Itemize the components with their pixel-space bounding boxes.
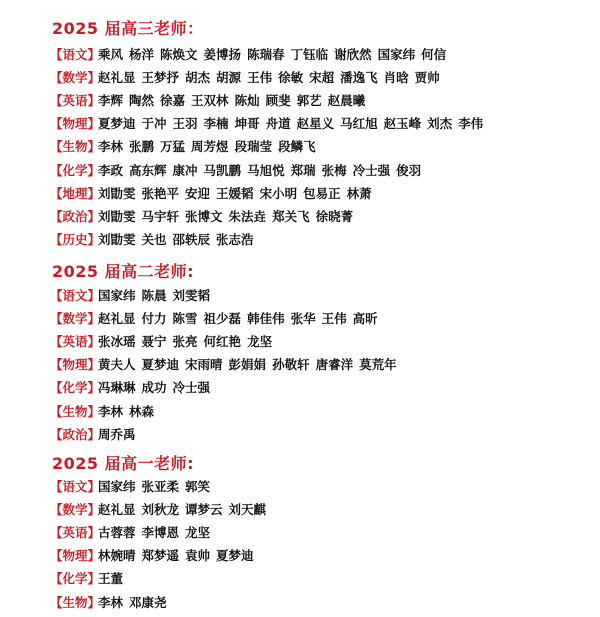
teacher-name: 宋小明	[259, 185, 298, 201]
teacher-name: 段鳞飞	[278, 139, 316, 155]
teacher-name: 郑瑞	[290, 162, 316, 178]
teacher-name: 朱法垚	[228, 208, 267, 224]
teacher-name: 王双林	[191, 93, 229, 109]
teacher-name: 唐睿洋	[315, 357, 354, 373]
teacher-name: 李政	[98, 162, 124, 178]
teacher-name: 孙敬轩	[272, 357, 310, 373]
teacher-name: 张艳平	[141, 185, 180, 201]
teacher-name: 赵礼显	[98, 70, 136, 86]
subject-row	[50, 206, 359, 226]
teacher-name: 刘杰	[427, 116, 453, 132]
teacher-name: 徐敏	[278, 70, 304, 86]
teacher-name: 张华	[290, 311, 316, 327]
teacher-name: 祖少磊	[203, 311, 242, 327]
teacher-name: 马红旭	[340, 116, 378, 132]
teacher-names	[98, 477, 216, 495]
subject-row	[50, 592, 173, 612]
subject-row	[50, 136, 322, 156]
teacher-name: 谭梦云	[185, 502, 223, 518]
teacher-name: 郭笑	[185, 479, 211, 494]
teacher-name: 龙坚	[247, 334, 273, 350]
subject-label: 【历史】	[50, 231, 101, 247]
teacher-name: 刘勖雯	[98, 231, 136, 247]
teacher-name: 冯琳琳	[98, 380, 136, 396]
subject-label: 【物理】	[50, 116, 101, 132]
teacher-name: 何信	[421, 47, 447, 62]
teacher-name: 李林	[98, 594, 124, 610]
teacher-name: 胡源	[216, 70, 242, 86]
teacher-name: 袁帅	[185, 548, 211, 564]
teacher-name: 付力	[141, 311, 167, 327]
teacher-name: 刘天麒	[228, 502, 267, 518]
teacher-name: 冷士强	[172, 380, 211, 396]
subject-label: 【数学】	[50, 502, 101, 518]
subject-row	[50, 183, 378, 203]
teacher-names	[98, 286, 216, 304]
subject-row	[50, 67, 446, 87]
teacher-names	[98, 500, 272, 518]
subject-label: 【生物】	[50, 403, 101, 419]
teacher-names	[98, 523, 216, 541]
subject-row	[50, 285, 216, 305]
subject-label: 【物理】	[50, 548, 101, 564]
teacher-name: 刘勖雯	[98, 185, 136, 201]
teacher-names	[98, 546, 260, 564]
teacher-names	[98, 593, 173, 611]
teacher-name: 坤哥	[234, 116, 260, 132]
subject-label: 【语文】	[50, 288, 101, 303]
teacher-name: 夏梦迪	[216, 548, 254, 564]
teacher-names	[98, 355, 403, 373]
subject-row	[50, 160, 427, 180]
teacher-name: 郑梦遥	[141, 548, 180, 564]
teacher-name: 陈灿	[234, 93, 260, 109]
teacher-name: 赵礼显	[98, 311, 136, 327]
teacher-name: 王梦抒	[141, 70, 180, 86]
teacher-name: 宋雨晴	[185, 357, 223, 373]
subject-row	[50, 44, 452, 64]
teacher-name: 宋超	[309, 70, 335, 86]
teacher-name: 国家纬	[98, 479, 136, 494]
teacher-name: 夏梦迪	[141, 357, 180, 373]
teacher-names	[98, 425, 142, 443]
subject-row	[50, 308, 384, 328]
subject-row	[50, 90, 371, 110]
subject-row	[50, 377, 216, 397]
teacher-name: 徐嘉	[160, 93, 186, 109]
teacher-name: 张鹏	[129, 139, 155, 155]
teacher-name: 陈瑞春	[247, 47, 285, 62]
subject-label: 【生物】	[50, 139, 101, 155]
subject-label: 【化学】	[50, 162, 101, 178]
subject-row	[50, 522, 216, 542]
teacher-name: 陶然	[129, 93, 155, 109]
teacher-name: 夏梦迪	[98, 116, 136, 132]
teacher-name: 黄夫人	[98, 357, 136, 373]
teacher-name: 王羽	[172, 116, 198, 132]
teacher-name: 陈焕文	[160, 47, 198, 62]
subject-label: 【地理】	[50, 185, 101, 201]
teacher-name: 张冰瑶	[98, 334, 136, 350]
teacher-names	[98, 378, 216, 396]
teacher-name: 王伟	[321, 311, 347, 327]
teacher-name: 成功	[141, 380, 167, 396]
subject-label: 【政治】	[50, 208, 101, 224]
teacher-name: 安迎	[185, 185, 211, 201]
teacher-name: 冷士强	[352, 162, 391, 178]
teacher-name: 乘风	[98, 47, 124, 62]
teacher-names	[98, 137, 322, 155]
teacher-name: 张亚柔	[141, 479, 180, 494]
subject-label: 【数学】	[50, 311, 101, 327]
subject-row	[50, 499, 272, 519]
teacher-name: 国家纬	[98, 288, 136, 303]
teacher-names	[98, 161, 427, 179]
teacher-name: 顾斐	[265, 93, 291, 109]
teacher-names	[98, 332, 278, 350]
subject-row	[50, 331, 278, 351]
teacher-name: 王伟	[247, 70, 273, 86]
teacher-name: 王董	[98, 571, 124, 587]
teacher-name: 古蓉蓉	[98, 525, 136, 541]
teacher-name: 徐晓菁	[315, 208, 354, 224]
teacher-name: 关也	[141, 231, 167, 247]
teacher-name: 贾帅	[414, 70, 440, 86]
teacher-name: 舟道	[265, 116, 291, 132]
teacher-name: 李伟	[458, 116, 484, 132]
teacher-name: 李博恩	[141, 525, 180, 541]
teacher-names	[98, 68, 446, 86]
teacher-name: 林婉晴	[98, 548, 136, 564]
teacher-name: 段瑞莹	[234, 139, 273, 155]
teacher-name: 李林	[98, 403, 124, 419]
teacher-name: 何红艳	[203, 334, 242, 350]
subject-row	[50, 545, 260, 565]
teacher-name: 刘秋龙	[141, 502, 180, 518]
teacher-name: 聂宁	[141, 334, 167, 350]
teacher-name: 刘勖雯	[98, 208, 136, 224]
teacher-name: 张亮	[172, 334, 198, 350]
teacher-name: 马凯鹏	[203, 162, 242, 178]
teacher-name: 赵星义	[296, 116, 335, 132]
teacher-name: 陈雪	[172, 311, 198, 327]
teacher-name: 莫荒年	[359, 357, 397, 373]
teacher-names	[98, 114, 489, 132]
teacher-name: 康冲	[172, 162, 198, 178]
teacher-names	[98, 45, 452, 63]
teacher-name: 王媛韬	[216, 185, 254, 201]
teacher-name: 林萧	[346, 185, 372, 201]
section-heading: 2025 届高三老师：	[52, 19, 204, 38]
teacher-name: 韩佳伟	[247, 311, 285, 327]
subject-label: 【英语】	[50, 525, 101, 541]
teacher-names	[98, 402, 160, 420]
teacher-names	[98, 184, 378, 202]
teacher-name: 俊羽	[396, 162, 422, 178]
subject-label: 【语文】	[50, 47, 101, 62]
subject-label: 【英语】	[50, 93, 101, 109]
subject-row	[50, 424, 142, 444]
subject-label: 【生物】	[50, 594, 101, 610]
subject-row	[50, 401, 160, 421]
teacher-name: 马宇轩	[141, 208, 180, 224]
teacher-name: 万猛	[160, 139, 186, 155]
teacher-name: 高东辉	[129, 162, 167, 178]
teacher-names	[98, 207, 359, 225]
teacher-name: 高昕	[352, 311, 378, 327]
subject-row	[50, 229, 260, 249]
subject-label: 【政治】	[50, 426, 101, 442]
section-heading: 2025 届高二老师:	[52, 262, 195, 281]
teacher-name: 彭娟娟	[228, 357, 267, 373]
subject-label: 【物理】	[50, 357, 101, 373]
subject-label: 【化学】	[50, 380, 101, 396]
subject-row	[50, 568, 129, 588]
teacher-name: 丁钰临	[290, 47, 329, 62]
teacher-name: 于冲	[141, 116, 167, 132]
teacher-name: 邵轶辰	[172, 231, 211, 247]
teacher-name: 姜博扬	[203, 47, 242, 62]
teacher-name: 张志浩	[216, 231, 254, 247]
teacher-name: 赵玉峰	[383, 116, 422, 132]
teacher-name: 张博文	[185, 208, 223, 224]
teacher-name: 郭艺	[296, 93, 322, 109]
teacher-name: 张梅	[321, 162, 347, 178]
teacher-name: 胡杰	[185, 70, 211, 86]
teacher-name: 龙坚	[185, 525, 211, 541]
teacher-names	[98, 230, 260, 248]
teacher-name: 邓康尧	[129, 594, 167, 610]
teacher-name: 包易正	[303, 185, 341, 201]
teacher-name: 周乔禹	[98, 426, 136, 442]
subject-row	[50, 354, 403, 374]
teacher-name: 李楠	[203, 116, 229, 132]
teacher-names	[98, 569, 129, 587]
teacher-name: 周芳煜	[191, 139, 229, 155]
teacher-name: 马旭悦	[247, 162, 285, 178]
teacher-name: 李辉	[98, 93, 124, 109]
teacher-name: 肖晗	[383, 70, 409, 86]
teacher-name: 国家纬	[377, 47, 416, 62]
teacher-names	[98, 91, 371, 109]
teacher-name: 林森	[129, 403, 155, 419]
subject-row	[50, 476, 216, 496]
teacher-names	[98, 309, 384, 327]
teacher-name: 赵晨曦	[327, 93, 366, 109]
subject-row	[50, 113, 489, 133]
teacher-name: 刘雯韬	[172, 288, 211, 303]
subject-label: 【化学】	[50, 571, 101, 587]
teacher-name: 潘逸飞	[340, 70, 378, 86]
teacher-name: 郑关飞	[272, 208, 310, 224]
teacher-name: 李林	[98, 139, 124, 155]
teacher-name: 陈晨	[141, 288, 167, 303]
subject-label: 【英语】	[50, 334, 101, 350]
teacher-name: 杨洋	[129, 47, 155, 62]
subject-label: 【语文】	[50, 479, 101, 494]
teacher-name: 谢欣然	[334, 47, 372, 62]
subject-label: 【数学】	[50, 70, 101, 86]
section-heading: 2025 届高一老师:	[52, 454, 195, 473]
teacher-name: 赵礼显	[98, 502, 136, 518]
